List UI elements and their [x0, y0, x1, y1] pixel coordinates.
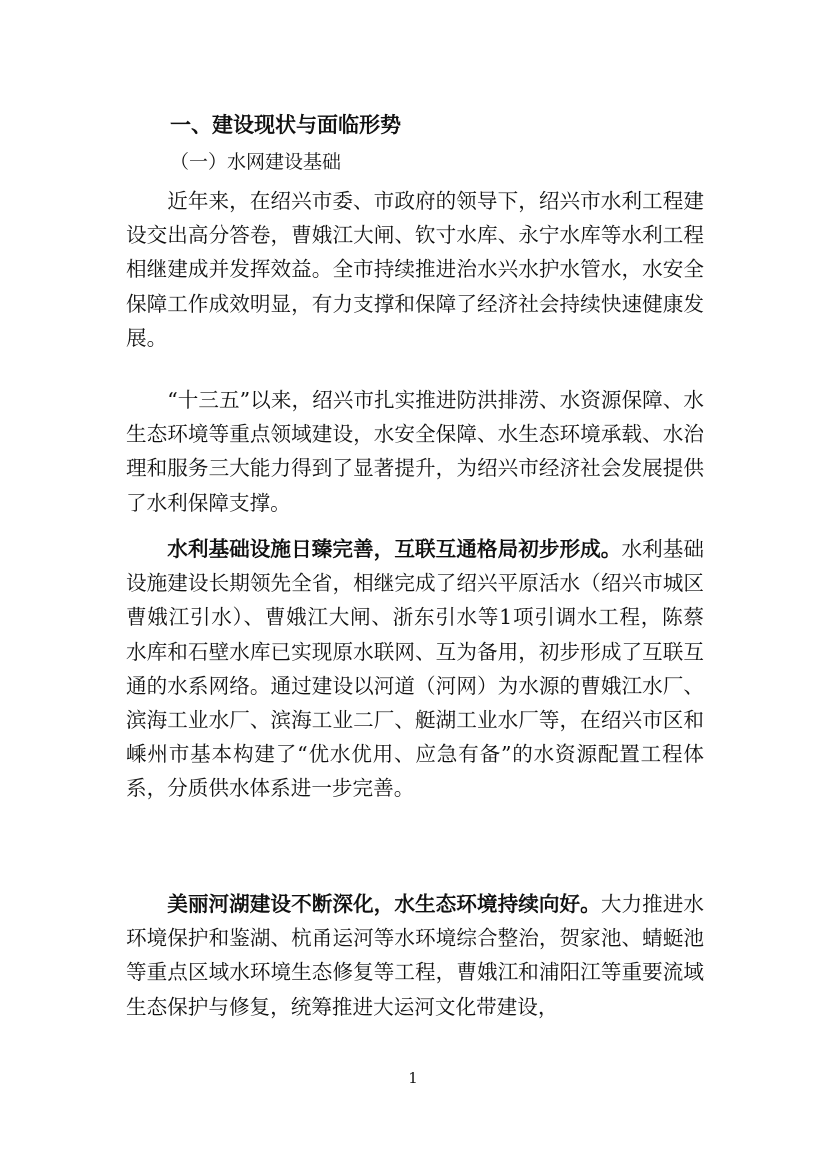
paragraph-text: 水利基础设施建设长期领先全省，相继完成了绍兴平原活水（绍兴市城区曹娥江引水）、曹娥江大闸、浙东引水等1项引调水工程，陈蔡水库和石壁水库已实现原水联网、互为备用，初步形成了互联互通的水系网络。通过建设以河道（河网）为水源的曹娥江水厂、滨海工业水厂、滨海工业二厂、艇湖工业水厂等，在绍兴市区和嵊州市基本构建了“优水优用、应急有备”的水资源配置工程体系，分质供水体系进一步完善。	[126, 537, 705, 801]
paragraph-lead: 水利基础设施日臻完善，互联互通格局初步形成。	[167, 537, 622, 561]
paragraph-ecology	[126, 887, 704, 1024]
paragraph-text: 近年来，在绍兴市委、市政府的领导下，绍兴市水利工程建设交出高分答卷，曹娥江大闸、钦寸水库、永宁水库等水利工程相继建成并发挥效益。全市持续推进治水兴水护水管水，水安全保障工作成效明显，有力支撑和保障了经济社会持续快速健康发展。	[126, 189, 704, 350]
paragraph-text: “十三五”以来，绍兴市扎实推进防洪排涝、水资源保障、水生态环境等重点领域建设，水安全保障、水生态环境承载、水治理和服务三大能力得到了显著提升，为绍兴市经济社会发展提供了水利保障支撑。	[126, 388, 704, 515]
paragraph-thirteenth-five-year	[126, 383, 704, 520]
paragraph-infrastructure	[126, 532, 704, 806]
paragraph-intro	[126, 184, 704, 355]
section-heading: 一、建设现状与面临形势	[170, 113, 401, 137]
paragraph-text: 大力推进水环境保护和鉴湖、杭甬运河等水环境综合整治，贺家池、蜻蜓池等重点区域水环境生态修复等工程，曹娥江和浦阳江等重要流域生态保护与修复，统筹推进大运河文化带建设，	[126, 892, 705, 1019]
subsection-heading: （一）水网建设基础	[170, 151, 342, 173]
paragraph-lead: 美丽河湖建设不断深化，水生态环境持续向好。	[167, 892, 601, 916]
page-number: 1	[408, 1069, 418, 1087]
